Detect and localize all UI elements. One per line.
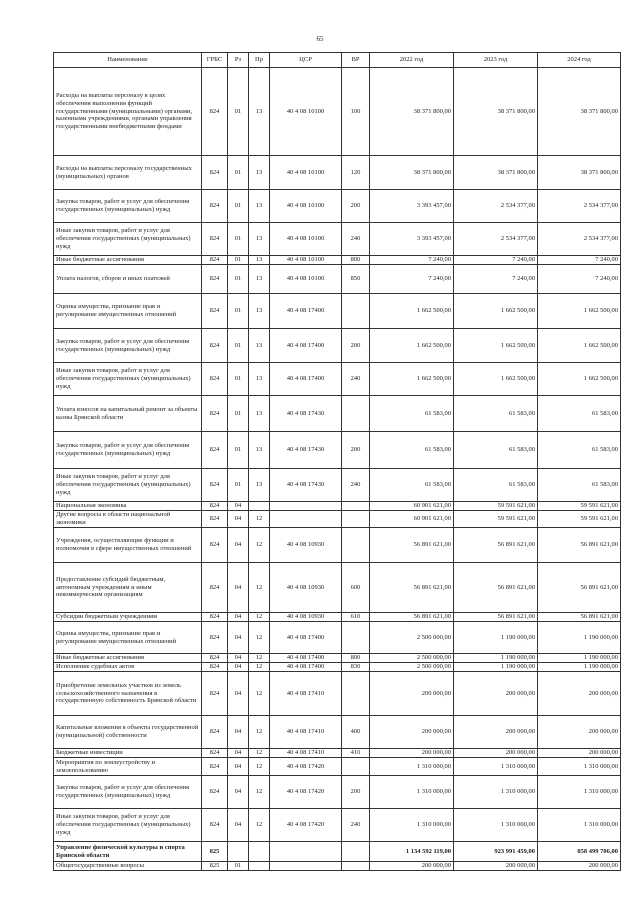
cell-name: Закупка товаров, работ и услуг для обеспечения государственных (муниципальных) нужд [54, 776, 202, 809]
cell-2022: 2 500 000,00 [370, 663, 454, 672]
cell-rz: 01 [228, 396, 249, 432]
cell-2023: 1 662 500,00 [454, 329, 538, 363]
cell-rz: 01 [228, 862, 249, 871]
table-row [54, 758, 621, 776]
cell-pr: 12 [249, 758, 270, 776]
cell-vr [342, 862, 370, 871]
cell-csr: 40 4 08 17400 [270, 294, 342, 329]
table-row [54, 256, 621, 265]
cell-rz: 01 [228, 432, 249, 469]
cell-grbs: 824 [202, 68, 228, 156]
cell-pr: 12 [249, 511, 270, 528]
cell-name: Оценка имущества, признание прав и регулирование имущественных отношений [54, 294, 202, 329]
cell-vr [342, 842, 370, 862]
cell-rz: 01 [228, 265, 249, 294]
cell-2024: 38 371 800,00 [538, 156, 621, 190]
cell-grbs: 824 [202, 758, 228, 776]
cell-2022: 200 000,00 [370, 862, 454, 871]
cell-vr [342, 396, 370, 432]
cell-csr [270, 502, 342, 511]
cell-name: Иные закупки товаров, работ и услуг для обеспечения государственных (муниципальных) нужд [54, 469, 202, 502]
cell-2024: 7 240,00 [538, 256, 621, 265]
cell-2023: 1 190 000,00 [454, 622, 538, 654]
cell-2023: 2 534 377,00 [454, 223, 538, 256]
cell-csr: 40 4 08 10100 [270, 68, 342, 156]
cell-2022: 61 583,00 [370, 432, 454, 469]
cell-grbs: 824 [202, 663, 228, 672]
cell-2023: 200 000,00 [454, 672, 538, 716]
table-row [54, 396, 621, 432]
cell-rz: 01 [228, 68, 249, 156]
cell-pr: 12 [249, 613, 270, 622]
cell-2024: 1 190 000,00 [538, 654, 621, 663]
cell-rz: 01 [228, 363, 249, 396]
cell-2024: 1 662 500,00 [538, 294, 621, 329]
cell-name: Иные закупки товаров, работ и услуг для обеспечения государственных (муниципальных) нужд [54, 809, 202, 842]
cell-name: Расходы на выплаты персоналу государственных (муниципальных) органов [54, 156, 202, 190]
cell-rz: 01 [228, 329, 249, 363]
cell-name: Закупка товаров, работ и услуг для обеспечения государственных (муниципальных) нужд [54, 329, 202, 363]
cell-2023: 59 591 621,00 [454, 502, 538, 511]
cell-grbs: 824 [202, 502, 228, 511]
cell-2023: 2 534 377,00 [454, 190, 538, 223]
cell-2023: 61 583,00 [454, 432, 538, 469]
header-pr: Пр [249, 53, 270, 68]
cell-name: Исполнение судебных актов [54, 663, 202, 672]
cell-vr: 850 [342, 265, 370, 294]
cell-csr: 40 4 08 10930 [270, 528, 342, 563]
cell-name: Иные бюджетные ассигнования [54, 654, 202, 663]
cell-2022: 3 393 457,00 [370, 223, 454, 256]
cell-csr: 40 4 08 10100 [270, 256, 342, 265]
cell-grbs: 824 [202, 613, 228, 622]
cell-name: Закупка товаров, работ и услуг для обеспечения государственных (муниципальных) нужд [54, 190, 202, 223]
cell-2023: 61 583,00 [454, 469, 538, 502]
cell-rz: 04 [228, 776, 249, 809]
cell-2024: 200 000,00 [538, 862, 621, 871]
cell-pr: 13 [249, 469, 270, 502]
cell-pr: 13 [249, 256, 270, 265]
cell-name: Бюджетные инвестиции [54, 749, 202, 758]
cell-rz: 01 [228, 190, 249, 223]
cell-grbs: 824 [202, 256, 228, 265]
table-row [54, 363, 621, 396]
table-body [54, 68, 621, 871]
cell-2023: 200 000,00 [454, 716, 538, 749]
cell-2024: 59 591 621,00 [538, 511, 621, 528]
cell-grbs: 824 [202, 563, 228, 613]
cell-rz: 04 [228, 528, 249, 563]
cell-grbs: 824 [202, 809, 228, 842]
table-row [54, 672, 621, 716]
cell-csr: 40 4 08 17400 [270, 622, 342, 654]
table-row [54, 749, 621, 758]
cell-rz: 01 [228, 256, 249, 265]
cell-2024: 61 583,00 [538, 469, 621, 502]
cell-2022: 61 583,00 [370, 469, 454, 502]
table-row [54, 716, 621, 749]
cell-rz: 04 [228, 511, 249, 528]
cell-2023: 59 591 621,00 [454, 511, 538, 528]
cell-name: Уплата взносов на капитальный ремонт за объекты казны Брянской области [54, 396, 202, 432]
cell-2023: 7 240,00 [454, 256, 538, 265]
cell-2022: 200 000,00 [370, 716, 454, 749]
cell-vr [342, 672, 370, 716]
header-csr: ЦСР [270, 53, 342, 68]
cell-vr: 100 [342, 68, 370, 156]
cell-grbs: 824 [202, 363, 228, 396]
cell-vr [342, 758, 370, 776]
table-row [54, 502, 621, 511]
cell-name: Учреждения, осуществляющие функции и полномочия в сфере имущественных отношений [54, 528, 202, 563]
cell-rz: 01 [228, 223, 249, 256]
cell-2024: 56 891 621,00 [538, 563, 621, 613]
cell-vr: 240 [342, 469, 370, 502]
cell-2022: 7 240,00 [370, 256, 454, 265]
cell-pr: 12 [249, 563, 270, 613]
cell-2022: 38 371 800,00 [370, 156, 454, 190]
cell-2024: 1 310 000,00 [538, 776, 621, 809]
cell-name: Приобретение земельных участков из земель сельскохозяйственного назначения в государственную собственность Брянской области [54, 672, 202, 716]
cell-csr: 40 4 08 17430 [270, 396, 342, 432]
cell-grbs: 824 [202, 223, 228, 256]
cell-name: Общегосударственные вопросы [54, 862, 202, 871]
cell-name: Закупка товаров, работ и услуг для обеспечения государственных (муниципальных) нужд [54, 432, 202, 469]
cell-2022: 3 393 457,00 [370, 190, 454, 223]
cell-csr: 40 4 08 17410 [270, 716, 342, 749]
cell-csr: 40 4 08 10100 [270, 265, 342, 294]
cell-2024: 56 891 621,00 [538, 613, 621, 622]
table-row [54, 432, 621, 469]
cell-name: Мероприятия по землеустройству и землепользованию [54, 758, 202, 776]
cell-2023: 200 000,00 [454, 862, 538, 871]
cell-2024: 1 190 000,00 [538, 663, 621, 672]
cell-rz: 04 [228, 502, 249, 511]
cell-csr: 40 4 08 10930 [270, 613, 342, 622]
cell-2023: 56 891 621,00 [454, 613, 538, 622]
cell-csr: 40 4 08 17420 [270, 776, 342, 809]
cell-rz: 04 [228, 622, 249, 654]
table-row [54, 563, 621, 613]
cell-name: Иные закупки товаров, работ и услуг для обеспечения государственных (муниципальных) нужд [54, 363, 202, 396]
cell-2024: 858 499 706,00 [538, 842, 621, 862]
cell-grbs: 824 [202, 654, 228, 663]
cell-2023: 200 000,00 [454, 749, 538, 758]
table-row [54, 511, 621, 528]
cell-2024: 1 310 000,00 [538, 809, 621, 842]
cell-2022: 56 891 621,00 [370, 613, 454, 622]
cell-pr: 13 [249, 68, 270, 156]
cell-2024: 56 891 621,00 [538, 528, 621, 563]
cell-csr: 40 4 08 10930 [270, 563, 342, 613]
cell-name: Национальная экономика [54, 502, 202, 511]
cell-2022: 60 901 621,00 [370, 502, 454, 511]
cell-csr: 40 4 08 17410 [270, 672, 342, 716]
cell-2023: 56 891 621,00 [454, 528, 538, 563]
cell-pr: 12 [249, 654, 270, 663]
cell-vr: 400 [342, 716, 370, 749]
cell-grbs: 825 [202, 842, 228, 862]
cell-2024: 61 583,00 [538, 396, 621, 432]
table-row [54, 156, 621, 190]
cell-vr: 200 [342, 190, 370, 223]
cell-pr: 13 [249, 190, 270, 223]
header-rz: Рз [228, 53, 249, 68]
cell-grbs: 824 [202, 528, 228, 563]
cell-2022: 60 901 621,00 [370, 511, 454, 528]
table-row [54, 528, 621, 563]
cell-2024: 1 662 500,00 [538, 329, 621, 363]
cell-csr [270, 842, 342, 862]
cell-pr: 12 [249, 622, 270, 654]
header-grbs: ГРБС [202, 53, 228, 68]
cell-rz: 04 [228, 716, 249, 749]
header-2024: 2024 год [538, 53, 621, 68]
cell-2023: 38 371 800,00 [454, 68, 538, 156]
cell-2024: 200 000,00 [538, 672, 621, 716]
cell-2022: 1 662 500,00 [370, 363, 454, 396]
cell-name: Иные бюджетные ассигнования [54, 256, 202, 265]
cell-2022: 56 891 621,00 [370, 528, 454, 563]
cell-grbs: 824 [202, 469, 228, 502]
cell-vr: 830 [342, 663, 370, 672]
cell-csr: 40 4 08 17410 [270, 749, 342, 758]
table-row [54, 809, 621, 842]
table-row [54, 469, 621, 502]
cell-2022: 56 891 621,00 [370, 563, 454, 613]
cell-csr: 40 4 08 10100 [270, 190, 342, 223]
cell-rz: 04 [228, 613, 249, 622]
cell-pr: 13 [249, 223, 270, 256]
cell-2023: 61 583,00 [454, 396, 538, 432]
cell-pr: 13 [249, 363, 270, 396]
cell-vr: 610 [342, 613, 370, 622]
header-2023: 2023 год [454, 53, 538, 68]
cell-name: Предоставление субсидий бюджетным, автономным учреждениям и иным некоммерческим организациям [54, 563, 202, 613]
header-vr: ВР [342, 53, 370, 68]
cell-pr: 12 [249, 809, 270, 842]
cell-grbs: 824 [202, 749, 228, 758]
cell-2024: 7 240,00 [538, 265, 621, 294]
cell-vr [342, 511, 370, 528]
cell-2023: 7 240,00 [454, 265, 538, 294]
cell-name: Иные закупки товаров, работ и услуг для обеспечения государственных (муниципальных) нужд [54, 223, 202, 256]
cell-grbs: 825 [202, 862, 228, 871]
cell-vr: 240 [342, 809, 370, 842]
cell-csr: 40 4 08 17400 [270, 363, 342, 396]
cell-csr: 40 4 08 17430 [270, 469, 342, 502]
cell-vr: 410 [342, 749, 370, 758]
cell-2024: 200 000,00 [538, 749, 621, 758]
table-row [54, 663, 621, 672]
cell-name: Оценка имущества, признание прав и регулирование имущественных отношений [54, 622, 202, 654]
cell-2022: 2 500 000,00 [370, 622, 454, 654]
cell-vr [342, 294, 370, 329]
cell-pr: 12 [249, 528, 270, 563]
cell-2024: 2 534 377,00 [538, 223, 621, 256]
cell-2022: 1 662 500,00 [370, 294, 454, 329]
table-row [54, 776, 621, 809]
cell-pr: 13 [249, 432, 270, 469]
cell-vr: 120 [342, 156, 370, 190]
cell-pr: 13 [249, 265, 270, 294]
cell-2022: 61 583,00 [370, 396, 454, 432]
cell-name: Другие вопросы в области национальной экономики [54, 511, 202, 528]
cell-2024: 1 662 500,00 [538, 363, 621, 396]
cell-pr: 12 [249, 776, 270, 809]
cell-rz: 01 [228, 156, 249, 190]
table-row [54, 329, 621, 363]
header-2022: 2022 год [370, 53, 454, 68]
table-row [54, 654, 621, 663]
cell-2023: 38 371 800,00 [454, 156, 538, 190]
cell-vr [342, 502, 370, 511]
cell-csr: 40 4 08 10100 [270, 223, 342, 256]
table-row [54, 190, 621, 223]
header-name: Наименование [54, 53, 202, 68]
cell-name: Уплата налогов, сборов и иных платежей [54, 265, 202, 294]
cell-csr [270, 511, 342, 528]
cell-vr: 800 [342, 654, 370, 663]
cell-2022: 38 371 800,00 [370, 68, 454, 156]
cell-name: Расходы на выплаты персоналу в целях обеспечения выполнения функций государственными (муниципальными) органами, казенными учреждениями, органами управления государственными внебюджетными фондами [54, 68, 202, 156]
cell-rz: 04 [228, 663, 249, 672]
cell-csr: 40 4 08 17400 [270, 329, 342, 363]
cell-2024: 1 190 000,00 [538, 622, 621, 654]
cell-rz: 04 [228, 758, 249, 776]
cell-2022: 1 662 500,00 [370, 329, 454, 363]
cell-rz: 04 [228, 809, 249, 842]
budget-table [53, 52, 621, 871]
cell-2024: 59 591 621,00 [538, 502, 621, 511]
cell-2022: 2 500 000,00 [370, 654, 454, 663]
cell-csr: 40 4 08 17420 [270, 809, 342, 842]
cell-2024: 200 000,00 [538, 716, 621, 749]
cell-2022: 1 310 000,00 [370, 809, 454, 842]
cell-2023: 1 662 500,00 [454, 363, 538, 396]
cell-vr: 240 [342, 223, 370, 256]
cell-2023: 1 310 000,00 [454, 776, 538, 809]
table-row [54, 294, 621, 329]
cell-grbs: 824 [202, 511, 228, 528]
cell-2023: 1 190 000,00 [454, 663, 538, 672]
cell-csr: 40 4 08 17430 [270, 432, 342, 469]
table-row [54, 68, 621, 156]
page-number: 65 [316, 35, 324, 43]
cell-2022: 200 000,00 [370, 749, 454, 758]
cell-pr: 13 [249, 329, 270, 363]
table-row [54, 265, 621, 294]
cell-2023: 1 190 000,00 [454, 654, 538, 663]
table-row [54, 862, 621, 871]
cell-pr: 12 [249, 672, 270, 716]
cell-2024: 61 583,00 [538, 432, 621, 469]
cell-2023: 56 891 621,00 [454, 563, 538, 613]
cell-2023: 1 310 000,00 [454, 758, 538, 776]
cell-csr: 40 4 08 17420 [270, 758, 342, 776]
cell-pr: 12 [249, 716, 270, 749]
cell-pr [249, 842, 270, 862]
cell-2023: 923 991 459,00 [454, 842, 538, 862]
cell-rz: 04 [228, 654, 249, 663]
table-row [54, 842, 621, 862]
cell-csr: 40 4 08 17400 [270, 654, 342, 663]
cell-vr [342, 528, 370, 563]
cell-csr: 40 4 08 17400 [270, 663, 342, 672]
table-row [54, 613, 621, 622]
cell-grbs: 824 [202, 265, 228, 294]
cell-grbs: 824 [202, 190, 228, 223]
cell-2023: 1 662 500,00 [454, 294, 538, 329]
cell-2024: 2 534 377,00 [538, 190, 621, 223]
cell-grbs: 824 [202, 329, 228, 363]
table-row [54, 622, 621, 654]
cell-2023: 1 310 000,00 [454, 809, 538, 842]
cell-vr: 240 [342, 363, 370, 396]
cell-2024: 1 310 000,00 [538, 758, 621, 776]
cell-grbs: 824 [202, 716, 228, 749]
cell-csr: 40 4 08 10100 [270, 156, 342, 190]
cell-rz: 04 [228, 749, 249, 758]
cell-grbs: 824 [202, 672, 228, 716]
cell-name: Управление физической культуры и спорта Брянской области [54, 842, 202, 862]
cell-pr: 12 [249, 663, 270, 672]
cell-grbs: 824 [202, 776, 228, 809]
cell-2024: 38 371 800,00 [538, 68, 621, 156]
cell-2022: 1 310 000,00 [370, 776, 454, 809]
cell-grbs: 824 [202, 396, 228, 432]
cell-grbs: 824 [202, 622, 228, 654]
cell-pr: 12 [249, 749, 270, 758]
cell-pr [249, 502, 270, 511]
cell-vr: 200 [342, 776, 370, 809]
cell-grbs: 824 [202, 432, 228, 469]
cell-2022: 1 134 592 119,00 [370, 842, 454, 862]
cell-rz: 04 [228, 672, 249, 716]
cell-vr: 200 [342, 329, 370, 363]
cell-2022: 200 000,00 [370, 672, 454, 716]
cell-pr: 13 [249, 294, 270, 329]
cell-name: Капитальные вложения в объекты государственной (муниципальной) собственности [54, 716, 202, 749]
cell-2022: 1 310 000,00 [370, 758, 454, 776]
cell-pr [249, 862, 270, 871]
cell-grbs: 824 [202, 156, 228, 190]
cell-vr [342, 622, 370, 654]
cell-rz: 04 [228, 563, 249, 613]
table-header-row [54, 53, 621, 68]
cell-rz [228, 842, 249, 862]
cell-pr: 13 [249, 396, 270, 432]
cell-rz: 01 [228, 469, 249, 502]
table-row [54, 223, 621, 256]
cell-grbs: 824 [202, 294, 228, 329]
cell-csr [270, 862, 342, 871]
cell-vr: 200 [342, 432, 370, 469]
cell-vr: 800 [342, 256, 370, 265]
cell-rz: 01 [228, 294, 249, 329]
cell-pr: 13 [249, 156, 270, 190]
cell-2022: 7 240,00 [370, 265, 454, 294]
cell-vr: 600 [342, 563, 370, 613]
cell-name: Субсидии бюджетным учреждениям [54, 613, 202, 622]
